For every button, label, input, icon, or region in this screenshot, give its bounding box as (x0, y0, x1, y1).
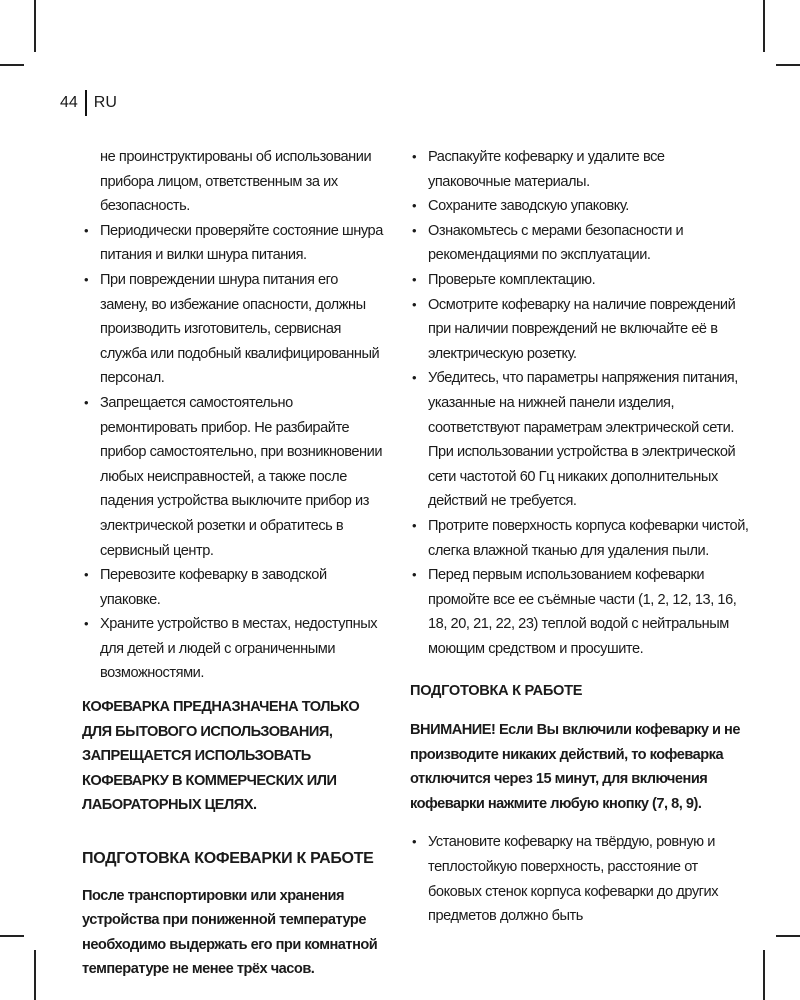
crop-mark-top-right-vertical (763, 0, 765, 52)
attention-note: ВНИМАНИЕ! Если Вы включили кофеварку и не производите никаких действий, то кофеварка отключится через 15 минут, для включения кофеварки нажмите любую кнопку (7, 8, 9). (410, 722, 740, 812)
bullet-icon: • (412, 517, 417, 533)
list-item: • Запрещается самостоятельно ремонтировать прибор. Не разбирайте прибор самостоятельно, при возникновении любых неисправностей, а также после падения устройства выключите прибор из электрической розетки и обратитесь в сервисный центр. (82, 391, 387, 563)
bullet-icon: • (84, 567, 89, 583)
right-column (410, 145, 750, 929)
preparation-list (410, 145, 750, 661)
safety-list (82, 219, 387, 686)
bullet-icon: • (84, 271, 89, 287)
list-item: • Сохраните заводскую упаковку. (410, 194, 750, 219)
bullet-icon: • (412, 222, 417, 238)
list-item: • Проверьте комплектацию. (410, 268, 750, 293)
list-item: • Периодически проверяйте состояние шнура питания и вилки шнура питания. (82, 219, 387, 268)
bullet-icon: • (84, 394, 89, 410)
list-item: • При повреждении шнура питания его замену, во избежание опасности, должны производить изготовитель, сервисная служба или подобный квалифицированный персонал. (82, 268, 387, 391)
crop-mark-top-left-vertical (34, 0, 36, 52)
list-item: • Перевозите кофеварку в заводской упаковке. (82, 563, 387, 612)
bullet-icon: • (412, 296, 417, 312)
setup-list (410, 830, 750, 928)
bullet-icon: • (412, 149, 417, 164)
bullet-icon: • (84, 222, 89, 238)
crop-mark-bottom-right-horizontal (776, 935, 800, 937)
bullet-icon: • (412, 567, 417, 583)
list-item: • Храните устройство в местах, недоступных для детей и людей с ограниченными возможностями. (82, 612, 387, 686)
bullet-icon: • (412, 271, 417, 287)
list-item: • Установите кофеварку на твёрдую, ровную и теплостойкую поверхность, расстояние от боковых стенок корпуса кофеварки до других предметов должно быть (410, 830, 750, 928)
section-heading: ПОДГОТОВКА КОФЕВАРКИ К РАБОТЕ (82, 850, 374, 868)
list-item: • Распакуйте кофеварку и удалите все упаковочные материалы. (410, 145, 750, 194)
list-item: • Протрите поверхность корпуса кофеварки чистой, слегка влажной тканью для удаления пыли. (410, 514, 750, 563)
language-code: RU (93, 94, 117, 111)
list-item: • Осмотрите кофеварку на наличие повреждений при наличии повреждений не включайте её в электрическую розетку. (410, 293, 750, 367)
usage-warning: КОФЕВАРКА ПРЕДНАЗНАЧЕНА ТОЛЬКО ДЛЯ БЫТОВОГО ИСПОЛЬЗОВАНИЯ, ЗАПРЕЩАЕТСЯ ИСПОЛЬЗОВАТЬ КОФЕВАРКУ В КОММЕРЧЕСКИХ ИЛИ ЛАБОРАТОРНЫХ ЦЕЛЯХ. (82, 699, 360, 814)
crop-mark-bottom-left-horizontal (0, 935, 24, 937)
continuation-text: не проинструктированы об использовании прибора лицом, ответственным за их безопасность. (100, 149, 372, 215)
page-header (60, 90, 117, 116)
crop-mark-top-left-horizontal (0, 64, 24, 66)
bullet-icon: • (412, 198, 417, 214)
list-item: • Ознакомьтесь с мерами безопасности и рекомендациями по эксплуатации. (410, 219, 750, 268)
crop-mark-bottom-left-vertical (34, 950, 36, 1000)
page-number: 44 (60, 94, 78, 111)
crop-mark-bottom-right-vertical (763, 950, 765, 1000)
crop-mark-top-right-horizontal (776, 64, 800, 66)
bullet-icon: • (412, 834, 417, 850)
bullet-icon: • (412, 370, 417, 386)
bullet-icon: • (84, 616, 89, 632)
list-item: • Убедитесь, что параметры напряжения питания, указанные на нижней панели изделия, соответствуют параметрам электрической сети. При использовании устройства в электрической сети частотой 60 Гц никаких дополнительных действий не требуется. (410, 366, 750, 514)
section-heading: ПОДГОТОВКА К РАБОТЕ (410, 683, 583, 700)
storage-note: После транспортировки или хранения устройства при пониженной температуре необходимо выдержать его при комнатной температуре не менее трёх часов. (82, 887, 378, 978)
list-item: • Перед первым использованием кофеварки промойте все ее съёмные части (1, 2, 12, 13, 16, 18, 20, 21, 22, 23) теплой водой с нейтральным моющим средством и просушите. (410, 563, 750, 661)
left-column (82, 145, 387, 982)
